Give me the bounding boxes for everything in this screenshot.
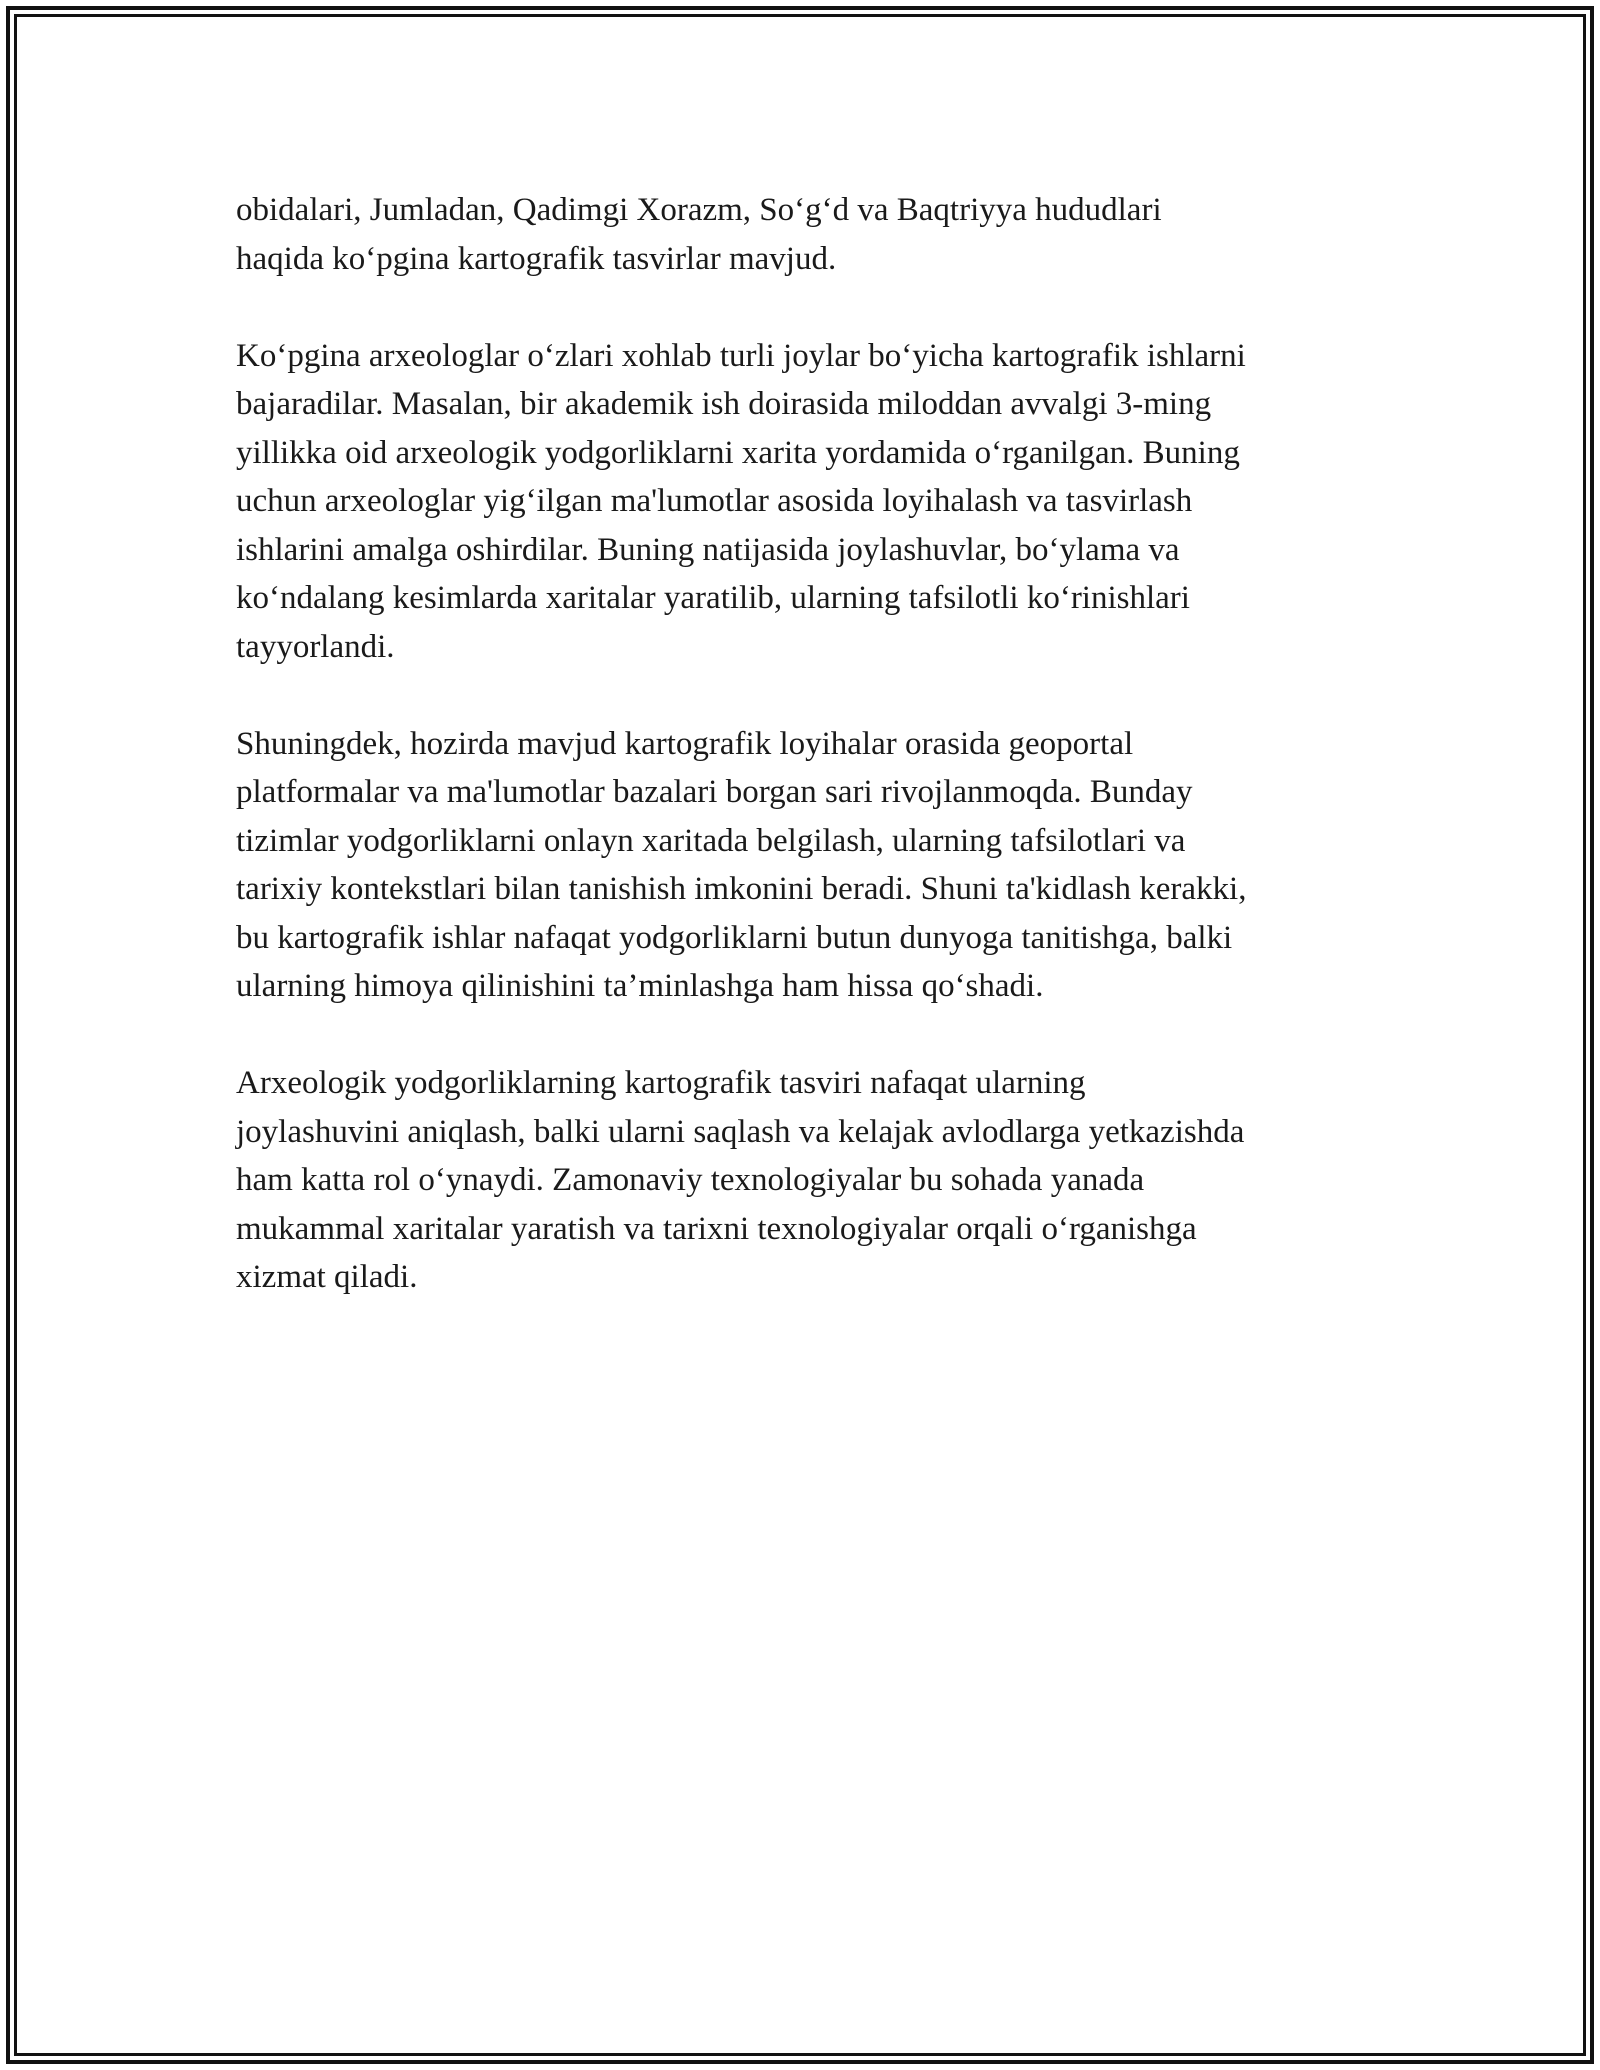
text-line: yillikka oid arxeologik yodgorliklarni xarita yordamida o‘rganilgan. Buning: [236, 434, 1240, 471]
text-line: ularning himoya qilinishini ta’minlashga ham hissa qo‘shadi.: [236, 968, 1044, 1004]
text-line: mukammal xaritalar yaratish va tarixni texnologiyalar orqali o‘rganishga: [236, 1210, 1197, 1247]
text-line: platformalar va ma'lumotlar bazalari borgan sari rivojlanmoqda. Bunday: [236, 774, 1193, 810]
text-line: Shuningdek, hozirda mavjud kartografik loyihalar orasida geoportal: [236, 725, 1134, 762]
paragraph-2: [236, 332, 1366, 672]
text-line: uchun arxeologlar yig‘ilgan ma'lumotlar asosida loyihalash va tasvirlash: [236, 483, 1193, 519]
text-line: tayyorlandi.: [236, 628, 395, 665]
text-line: ham katta rol o‘ynaydi. Zamonaviy texnologiyalar bu sohada yanada: [236, 1162, 1145, 1198]
text-line: bu kartografik ishlar nafaqat yodgorliklarni butun dunyoga tanitishga, balki: [236, 919, 1233, 956]
text-line: ko‘ndalang kesimlarda xaritalar yaratilib, ularning tafsilotli ko‘rinishlari: [236, 580, 1190, 616]
text-line: ishlarini amalga oshirdilar. Buning natijasida joylashuvlar, bo‘ylama va: [236, 531, 1180, 568]
text-line: bajaradilar. Masalan, bir akademik ish doirasida miloddan avvalgi 3-ming: [236, 386, 1212, 422]
paragraph-1: [236, 186, 1366, 283]
text-line: haqida ko‘pgina kartografik tasvirlar mavjud.: [236, 240, 837, 277]
document-body: [236, 186, 1366, 1350]
text-line: tarixiy kontekstlari bilan tanishish imkonini beradi. Shuni ta'kidlash kerakki,: [236, 871, 1247, 907]
text-line: Arxeologik yodgorliklarning kartografik tasviri nafaqat ularning: [236, 1065, 1086, 1101]
text-line: joylashuvini aniqlash, balki ularni saqlash va kelajak avlodlarga yetkazishda: [236, 1113, 1245, 1150]
paragraph-4: [236, 1059, 1366, 1302]
text-line: tizimlar yodgorliklarni onlayn xaritada belgilash, ularning tafsilotlari va: [236, 822, 1186, 859]
paragraph-3: [236, 720, 1366, 1011]
text-line: xizmat qiladi.: [236, 1259, 418, 1295]
text-line: obidalari, Jumladan, Qadimgi Xorazm, So‘g‘d va Baqtriyya hududlari: [236, 192, 1162, 228]
text-line: Ko‘pgina arxeologlar o‘zlari xohlab turli joylar bo‘yicha kartografik ishlarni: [236, 337, 1246, 374]
